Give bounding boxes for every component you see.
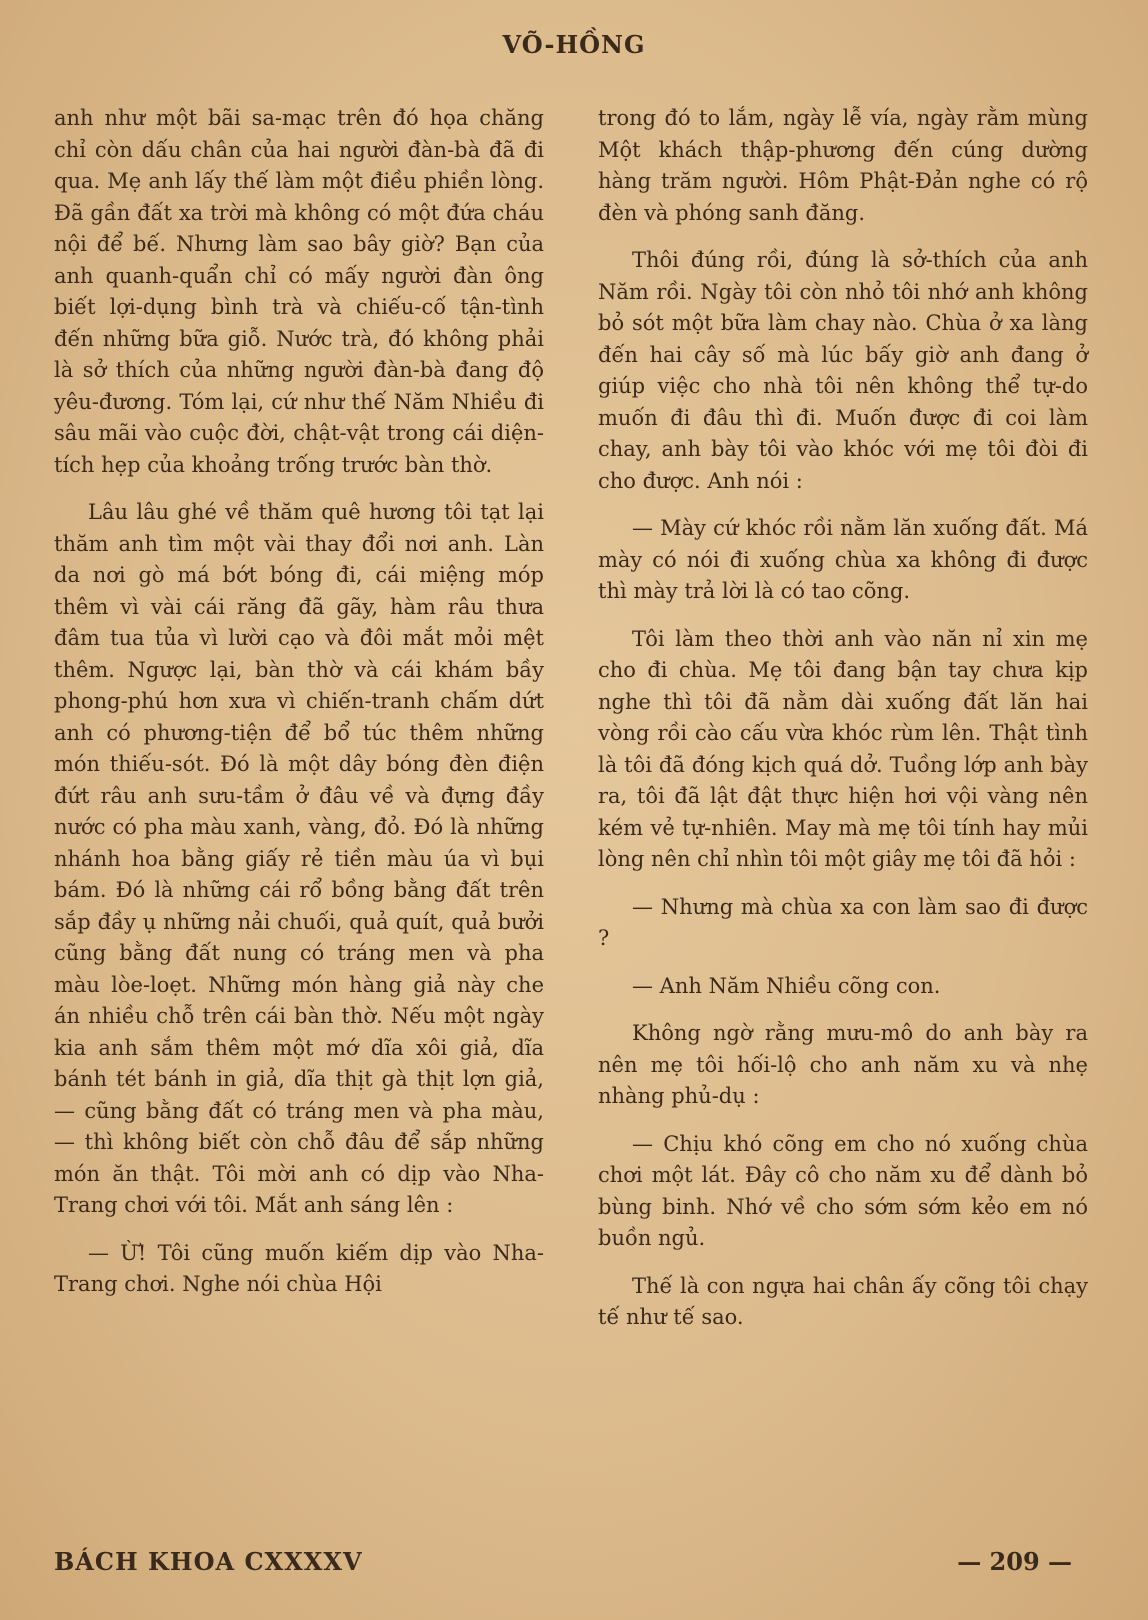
dialogue-paragraph: — Chịu khó cõng em cho nó xuống chùa chơi một lát. Đây cô cho năm xu để dành bỏ bùng binh. Nhớ về cho sớm sớm kẻo em nó buồn ngủ. xyxy=(598,1131,1088,1250)
dialogue-paragraph: — Nhưng mà chùa xa con làm sao đi được ? xyxy=(598,894,1088,950)
dialogue-paragraph: — Ừ! Tôi cũng muốn kiếm dịp vào Nha-Trang chơi. Nghe nói chùa Hội xyxy=(54,1240,544,1296)
right-column xyxy=(598,103,1088,1350)
paragraph: Thế là con ngựa hai chân ấy cõng tôi chạy tế như tế sao. xyxy=(598,1273,1088,1329)
left-column xyxy=(54,103,544,1317)
running-head-author: VÕ-HỒNG xyxy=(502,30,646,59)
paragraph: trong đó to lắm, ngày lễ vía, ngày rằm mùng Một khách thập-phương đến cúng dường hàng trăm người. Hôm Phật-Đản nghe có rộ đèn và phóng sanh đăng. xyxy=(598,106,1088,225)
dialogue-paragraph: — Mày cứ khóc rồi nằm lăn xuống đất. Má mày có nói đi xuống chùa xa không đi được thì mày trả lời là có tao cõng. xyxy=(598,516,1088,603)
page-number: — 209 — xyxy=(957,1547,1072,1576)
paragraph: Lâu lâu ghé về thăm quê hương tôi tạt lại thăm anh tìm một vài thay đổi nơi anh. Làn da nơi gò má bớt bóng đi, cái miệng móp thêm vì vài cái răng đã gãy, hàm râu thưa đâm tua tủa vì lười cạo và đôi mắt mỏi mệt thêm. Ngược lại, bàn thờ và cái khám bầy phong-phú hơn xưa vì chiến-tranh chấm dứt anh có phương-tiện để bổ túc thêm những món thiếu-sót. Đó là một dây bóng đèn điện đứt râu anh sưu-tầm ở đâu về và đựng đầy nước có pha màu xanh, vàng, đỏ. Đó là những nhánh hoa bằng giấy rẻ tiền màu úa vì bụi bám. Đó là những cái rổ bồng bằng đất trên sắp đầy ụ những nải chuối, quả quít, quả bưởi cũng bằng đất nung có tráng men và pha màu lòe-loẹt. Những món hàng giả này che án nhiều chỗ trên cái bàn thờ. Nếu một ngày kia anh sắm thêm một mớ dĩa xôi giả, dĩa bánh tét bánh in giả, dĩa thịt gà thịt lợn giả, — cũng bằng đất có tráng men và pha màu, — thì không biết còn chỗ đâu để sắp những món ăn thật. Tôi mời anh có dịp vào Nha-Trang chơi với tôi. Mắt anh sáng lên : xyxy=(54,500,544,1217)
paragraph: Thôi đúng rồi, đúng là sở-thích của anh Năm rồi. Ngày tôi còn nhỏ tôi nhớ anh không bỏ sót một bữa làm chay nào. Chùa ở xa làng đến hai cây số mà lúc bấy giờ anh đang ở giúp việc cho nhà tôi nên không thể tự-do muốn đi đâu thì đi. Muốn được đi coi làm chay, anh bày tôi vào khóc với mẹ tôi đòi đi cho được. Anh nói : xyxy=(598,248,1088,493)
paragraph: anh như một bãi sa-mạc trên đó họa chăng chỉ còn dấu chân của hai người đàn-bà đã đi qua. Mẹ anh lấy thế làm một điều phiền lòng. Đã gần đất xa trời mà không có một đứa cháu nội để bế. Nhưng làm sao bây giờ? Bạn của anh quanh-quẩn chỉ có mấy người đàn ông biết lợi-dụng bình trà và chiếu-cố tận-tình đến những bữa giỗ. Nước trà, đó không phải là sở thích của những người đàn-bà đang độ yêu-đương. Tóm lại, cứ như thế Năm Nhiều đi sâu mãi vào cuộc đời, chật-vật trong cái diện-tích hẹp của khoảng trống trước bàn thờ. xyxy=(54,106,544,477)
paragraph: Không ngờ rằng mưu-mô do anh bày ra nên mẹ tôi hối-lộ cho anh năm xu và nhẹ nhàng phủ-dụ : xyxy=(598,1021,1088,1108)
dialogue-paragraph: — Anh Năm Nhiều cõng con. xyxy=(632,973,941,998)
publication-name: BÁCH KHOA CXXXXV xyxy=(54,1547,363,1576)
paragraph: Tôi làm theo thời anh vào năn nỉ xin mẹ cho đi chùa. Mẹ tôi đang bận tay chưa kịp nghe thì tôi đã nằm dài xuống đất lăn hai vòng rồi cào cấu vừa khóc rùm lên. Thật tình là tôi đã đóng kịch quá dở. Tuồng lớp anh bày ra, tôi đã lật đật thực hiện hơi vội vàng nên kém vẻ tự-nhiên. May mà mẹ tôi tính hay mủi lòng nên chỉ nhìn tôi một giây mẹ tôi đã hỏi : xyxy=(598,626,1088,871)
